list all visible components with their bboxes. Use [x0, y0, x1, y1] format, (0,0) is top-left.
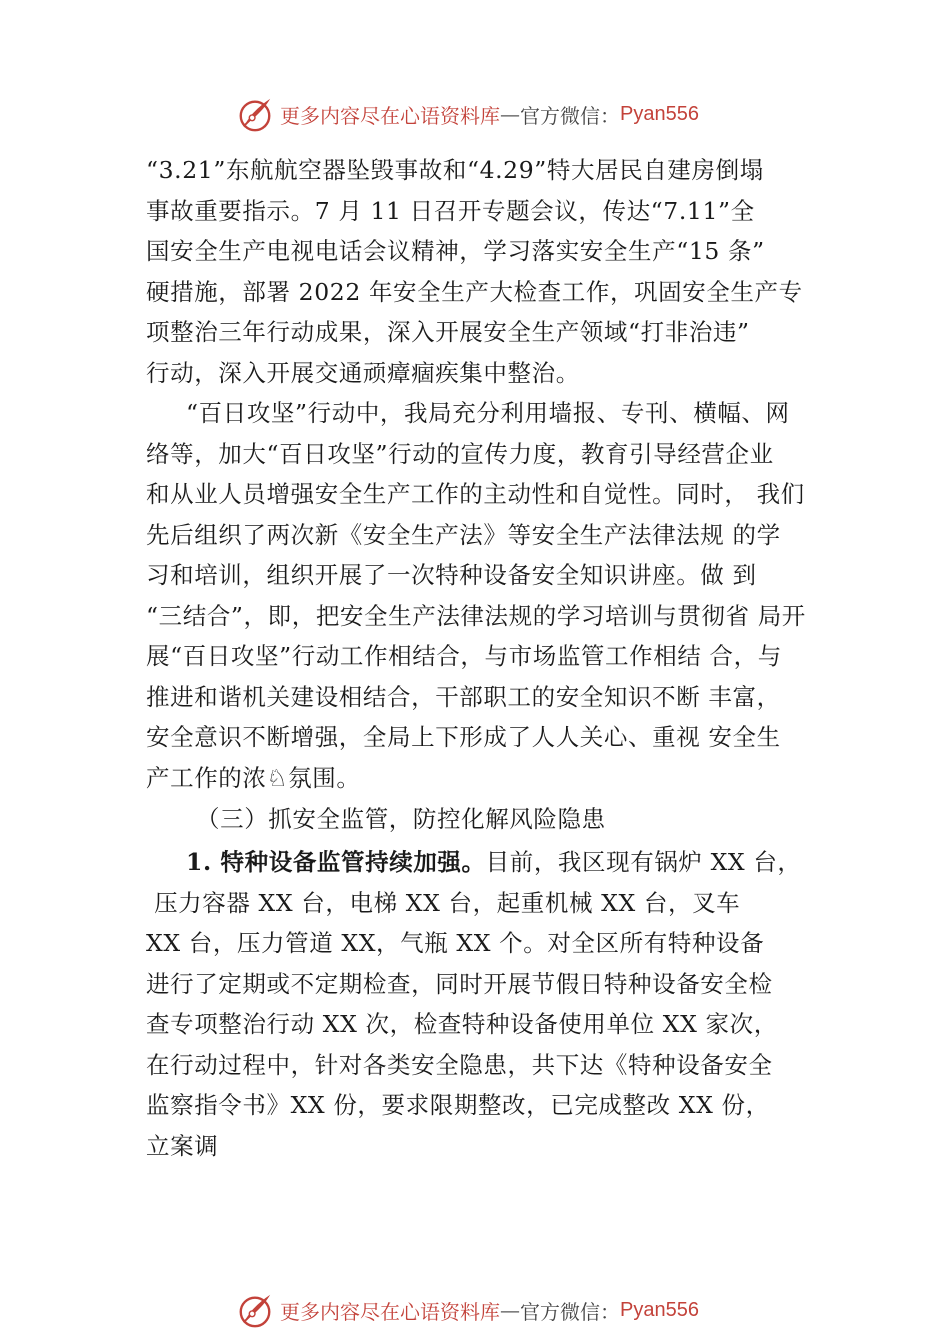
quill-pen-logo-icon [236, 95, 274, 133]
paragraph-3 [146, 842, 836, 1166]
text-line: 立案调 [146, 1131, 219, 1160]
header-separator: — [500, 102, 520, 126]
section-heading: （三）抓安全监管，防控化解风险隐患 [196, 805, 606, 833]
text-line: 行动，深入开展交通顽瘴痼疾集中整治。 [146, 358, 580, 387]
text-line: XX 台，压力管道 XX，气瓶 XX 个。对全区所有特种设备 [146, 929, 765, 957]
footer-banner [236, 1290, 699, 1330]
text-line: 项整治三年行动成果，深入开展安全生产领域“打非治违” [146, 318, 750, 346]
footer-separator: — [500, 1298, 520, 1322]
text-line: 和从业人员增强安全生产工作的主动性和自觉性。同时， 我们 [146, 480, 805, 508]
footer-site-text: 更多内容尽在心语资料库 [280, 1299, 500, 1324]
header-site-text: 更多内容尽在心语资料库 [280, 103, 500, 128]
footer-wechat-label: 官方微信： [520, 1299, 620, 1324]
text-line: 进行了定期或不定期检查，同时开展节假日特种设备安全检 [146, 969, 773, 998]
text-line: 先后组织了两次新《安全生产法》等安全生产法律法规 的学 [146, 520, 781, 549]
text-line: 压力容器 XX 台，电梯 XX 台，起重机械 XX 台，叉车 [146, 888, 741, 917]
paragraph-1 [146, 150, 836, 393]
text-line: 产工作的浓♘氛围。 [146, 763, 361, 792]
bold-lead-text: 1. 特种设备监管持续加强。 [186, 848, 486, 876]
text-line: 国安全生产电视电话会议精神，学习落实安全生产“15 条” [146, 237, 765, 265]
text-line: 硬措施，部署 2022 年安全生产大检查工作，巩固安全生产专 [146, 277, 803, 306]
text-line: 安全意识不断增强，全局上下形成了人人关心、重视 安全生 [146, 723, 781, 751]
header-wechat-id: Pyan556 [620, 102, 699, 125]
text-line: “百日攻坚”行动中，我局充分利用墙报、专刊、横幅、网 [186, 399, 790, 427]
text-span: 目前，我区现有锅炉 XX 台， [485, 848, 802, 876]
footer-wechat-id: Pyan556 [620, 1298, 699, 1321]
text-line: “三结合”，即，把安全生产法律法规的学习培训与贯彻省 局开 [146, 601, 806, 630]
text-line: 络等，加大“百日攻坚”行动的宣传力度，教育引导经营企业 [146, 439, 774, 468]
document-body [146, 150, 836, 1166]
text-line: “3.21”东航航空器坠毁事故和“4.29”特大居民自建房倒塌 [146, 156, 764, 184]
text-line [146, 842, 836, 883]
text-line: 事故重要指示。7 月 11 日召开专题会议，传达“7.11”全 [146, 196, 755, 225]
header-wechat-label: 官方微信： [520, 103, 620, 128]
text-line: 监察指令书》XX 份，要求限期整改，已完成整改 XX 份， [146, 1091, 770, 1119]
text-line: 推进和谐机关建设相结合，干部职工的安全知识不断 丰富， [146, 682, 781, 711]
quill-pen-logo-icon [236, 1291, 274, 1329]
header-banner [236, 94, 699, 134]
text-line: 习和培训，组织开展了一次特种设备安全知识讲座。做 到 [146, 561, 757, 589]
text-line: 在行动过程中，针对各类安全隐患，共下达《特种设备安全 [146, 1050, 773, 1079]
paragraph-2 [146, 393, 836, 798]
text-line: 查专项整治行动 XX 次，检查特种设备使用单位 XX 家次， [146, 1010, 778, 1038]
text-line: 展“百日攻坚”行动工作相结合，与市场监管工作相结 合，与 [146, 642, 782, 670]
